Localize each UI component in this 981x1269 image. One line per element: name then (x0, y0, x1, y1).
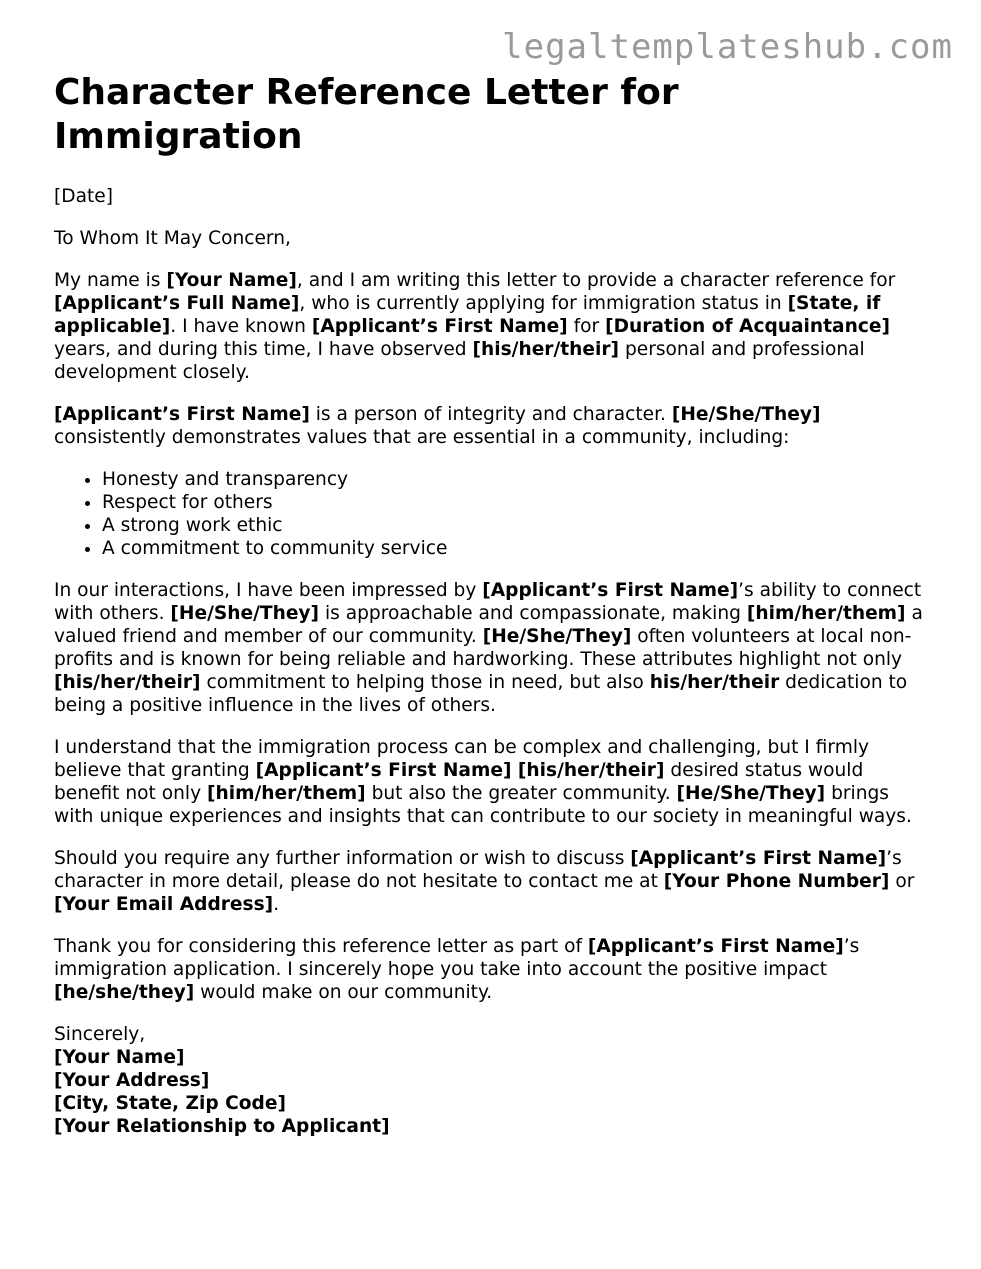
list-item: • A commitment to community service (102, 537, 934, 560)
placeholder-your-name: [Your Name] (166, 270, 297, 291)
values-list (54, 468, 934, 560)
contact-paragraph: Should you require any further information or wish to discuss [Applicant’s First Name]’s character in more detail, please do not hesitate to contact me at [Your Phone Number] or [Your Email Address]. (54, 848, 915, 915)
placeholder-duration: [Duration of Acquaintance] (605, 316, 890, 337)
list-item: • Respect for others (102, 491, 934, 514)
placeholder-phone-number: [Your Phone Number] (663, 871, 890, 892)
placeholder-pronoun: [he/she/they] (54, 982, 195, 1003)
placeholder-pronoun: [him/her/them] (746, 603, 906, 624)
intro-paragraph: My name is [Your Name], and I am writing this letter to provide a character reference for [Applicant’s Full Name], who is currently applying for immigration status in [State, if applicable]. I have known [Applicant’s First Name] for [Duration of Acquaintance] years, and during this time, I have observed [his/her/their] personal and professional development closely. (54, 270, 896, 383)
placeholder-pronoun: [He/She/They] (671, 404, 821, 425)
placeholder-pronoun: [He/She/They] (676, 783, 826, 804)
placeholder-applicant-first-name: [Applicant’s First Name] (587, 936, 844, 957)
site-watermark: legaltemplateshub.com (502, 27, 953, 67)
placeholder-applicant-first-name: [Applicant’s First Name] (630, 848, 887, 869)
letter-page (54, 71, 934, 1138)
signature-line-name: [Your Name] (54, 1047, 185, 1068)
placeholder-email-address: [Your Email Address] (54, 894, 274, 915)
placeholder-applicant-full-name: [Applicant’s Full Name] (54, 293, 300, 314)
placeholder-state: [State, if applicable] (54, 293, 881, 337)
closing: Sincerely, (54, 1024, 146, 1045)
placeholder-pronoun: [his/her/their] (54, 672, 201, 693)
placeholder-applicant-first-name: [Applicant’s First Name] (482, 580, 739, 601)
signature-line-relationship: [Your Relationship to Applicant] (54, 1116, 390, 1137)
placeholder-pronoun: [him/her/them] (206, 783, 366, 804)
placeholder-applicant-first-name: [Applicant’s First Name] (311, 316, 568, 337)
interactions-paragraph: In our interactions, I have been impressed by [Applicant’s First Name]’s ability to connect with others. [He/She/They] is approachable and compassionate, making [him/her/them] a valued friend and member of our community. [He/She/They] often volunteers at local non-profits and is known for being reliable and hardworking. These attributes highlight not only [his/her/their] commitment to helping those in need, but also his/her/their dedication to being a positive influence in the lives of others. (54, 580, 923, 716)
letter-salutation: To Whom It May Concern, (54, 228, 291, 249)
placeholder-pronoun: [He/She/They] (170, 603, 320, 624)
signature-line-city: [City, State, Zip Code] (54, 1093, 286, 1114)
signature-block (54, 1023, 934, 1138)
letter-body (54, 185, 934, 1138)
character-paragraph: [Applicant’s First Name] is a person of integrity and character. [He/She/They] consistently demonstrates values that are essential in a community, including: (54, 404, 821, 448)
placeholder-pronoun: his/her/their (649, 672, 780, 693)
page-title: Character Reference Letter for Immigration (54, 72, 679, 157)
signature-line-address: [Your Address] (54, 1070, 210, 1091)
list-item: • Honesty and transparency (102, 468, 934, 491)
placeholder-pronoun: [He/She/They] (482, 626, 632, 647)
immigration-paragraph: I understand that the immigration process can be complex and challenging, but I firmly believe that granting [Applicant’s First Name] [his/her/their] desired status would benefit not only [him/her/them] but also the greater community. [He/She/They] brings with unique experiences and insights that can contribute to our society in meaningful ways. (54, 737, 912, 827)
placeholder-applicant-first-name: [Applicant’s First Name] [his/her/their] (255, 760, 665, 781)
thanks-paragraph: Thank you for considering this reference letter as part of [Applicant’s First Name]’s immigration application. I sincerely hope you take into account the positive impact [he/she/they] would make on our community. (54, 936, 860, 1003)
letter-date: [Date] (54, 186, 113, 207)
list-item: • A strong work ethic (102, 514, 934, 537)
placeholder-pronoun: [his/her/their] (472, 339, 620, 360)
placeholder-applicant-first-name: [Applicant’s First Name] (54, 404, 310, 425)
